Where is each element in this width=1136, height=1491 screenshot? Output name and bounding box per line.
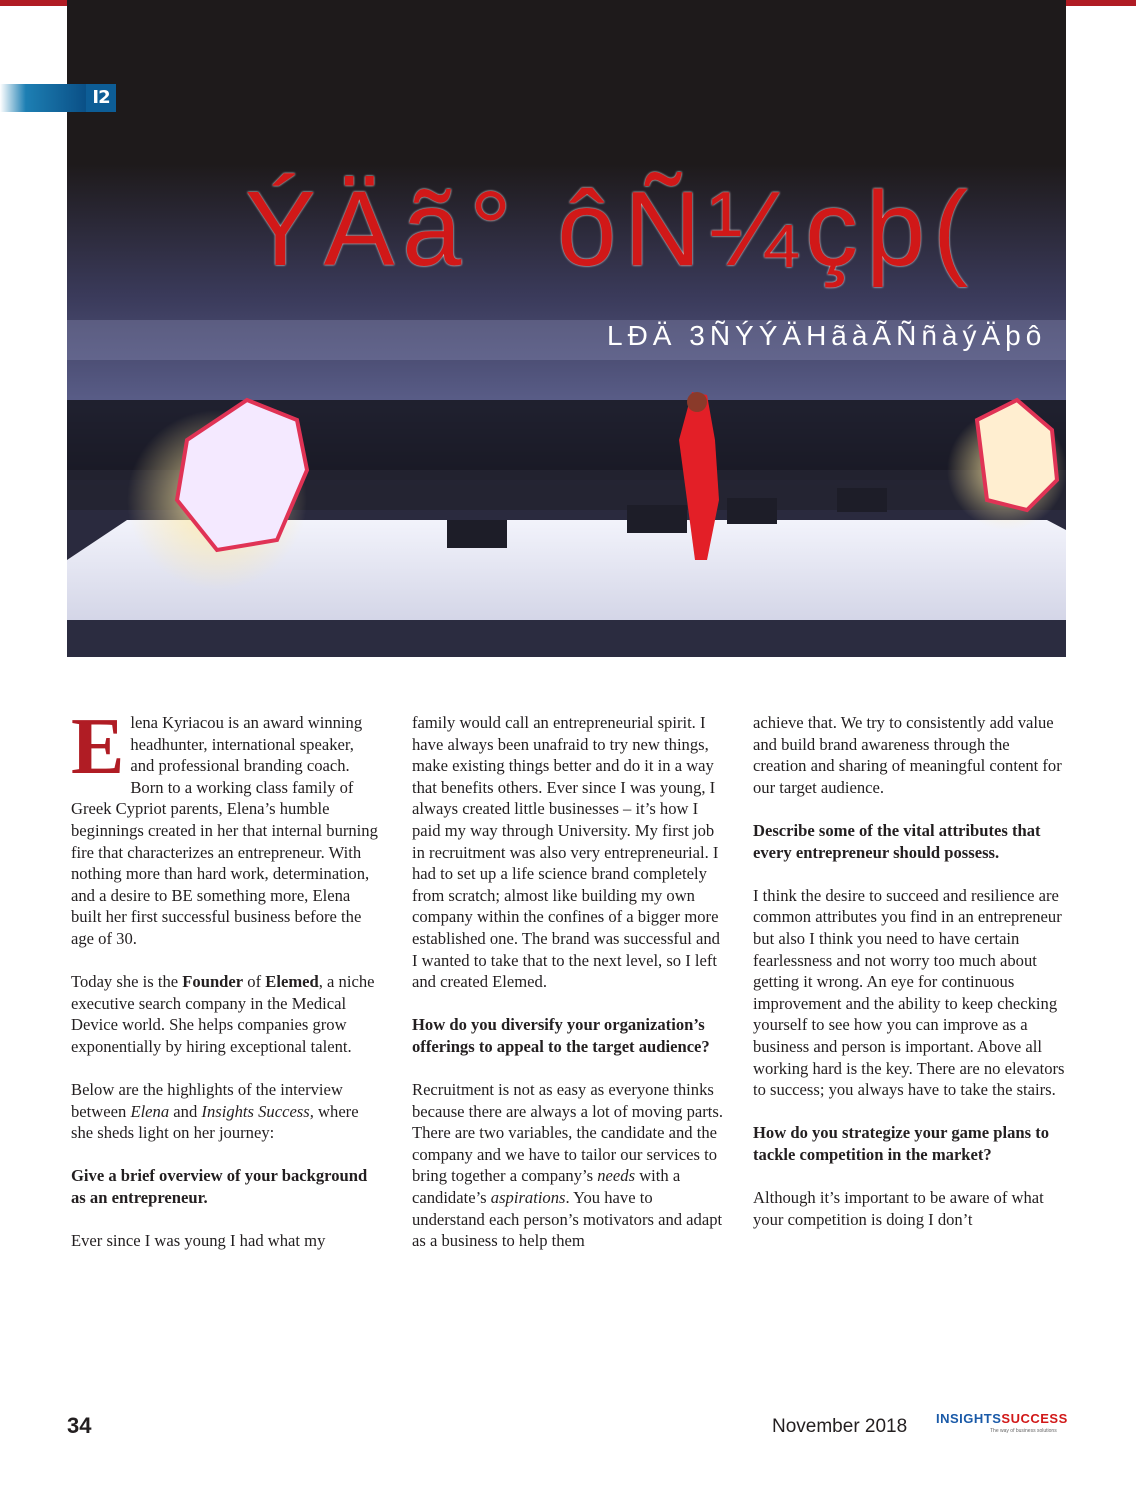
founder-paragraph	[71, 971, 381, 1057]
drop-cap: E	[71, 703, 125, 791]
text-run: Today she is the	[71, 972, 183, 992]
text-run: Recruitment is not as easy as everyone thinks because there are always a lot of moving parts. There are two variables, the candidate and the company and we have to tailor our services to bring together a company’s	[412, 1080, 724, 1186]
bold-elemed: Elemed	[265, 972, 319, 992]
intro-text: lena Kyriacou is an award winning headhunter, international speaker, and professional branding coach. Born to a working class family of Greek Cypriot parents, Elena’s humble beginnings created in her that internal burning fire that characterizes an entrepreneur. With nothing more than hard work, determination, and a desire to BE something more, Elena built her first successful business before the age of 30.	[71, 713, 378, 948]
italic-aspirations: aspirations	[490, 1188, 566, 1208]
italic-insights-success: Insights Success,	[201, 1101, 314, 1121]
answer-2	[412, 1079, 724, 1252]
brand-logo-part-1: INSIGHTS	[936, 1411, 1002, 1426]
question-2: How do you diversify your organization’s offerings to appeal to the target audience?	[412, 1015, 710, 1056]
brand-logo-part-2: SUCCESS	[1001, 1411, 1068, 1426]
text-run: where she sheds light on her journey:	[71, 1101, 359, 1143]
top-left-red-bar	[0, 0, 67, 6]
hero-title: ÝÄã° ôÑ¼çþ(	[245, 170, 977, 288]
text-run: . You have to understand each person’s motivators and adapt as a business to help them	[412, 1188, 723, 1251]
text-run: , a niche executive search company in the Medical Device world. She helps companies grow exponentially by hiring exceptional talent.	[71, 972, 375, 1056]
answer-1-continued: family would call an entrepreneurial spirit. I have always been unafraid to try new things, make existing things better and do it in a way that benefits others. Ever since I was young, I always created little businesses – it’s how I paid my way through University. My first job in recruitment was also very entrepreneurial. I had to set up a life science brand completely from scratch; almost like building my own company within the confines of a bigger more established one. The brand was successful and I wanted to take that to the next level, so I left and created Elemed.	[412, 713, 720, 992]
page-number: 34	[67, 1413, 92, 1438]
answer-3: I think the desire to succeed and resilience are common attributes you find in an entrepreneur but also I think you need to have certain fearlessness and not worry too much about getting it wrong. An eye for continuous improvement and the ability to keep checking yourself to see how you can improve as a business and person is important. Above all working hard is the key. There are no elevators to success; you always have to take the stairs.	[753, 885, 1065, 1100]
section-badge-logo: I2	[86, 84, 116, 112]
text-run: with a candidate’s	[412, 1166, 681, 1208]
top-right-red-bar	[1066, 0, 1136, 6]
highlights-paragraph	[71, 1079, 381, 1144]
italic-elena: Elena	[130, 1101, 170, 1121]
text-run: of	[243, 972, 266, 992]
article-column-3	[753, 712, 1065, 1252]
answer-2-continued: achieve that. We try to consistently add value and build brand awareness through the creation and sharing of meaningful content for our target audience.	[753, 713, 1062, 797]
hero-photo	[67, 0, 1066, 657]
issue-date: November 2018	[772, 1416, 908, 1437]
hero-subtitle: LÐÄ 3ÑÝÝÄHãàÃÑñàýÄþô	[607, 320, 1047, 351]
section-badge-strip	[0, 84, 86, 112]
text-run: Below are the highlights of the interview between	[71, 1080, 343, 1121]
brand-logo	[936, 1411, 1068, 1426]
question-4: How do you strategize your game plans to tackle competition in the market?	[753, 1123, 1050, 1164]
answer-1-start: Ever since I was young I had what my	[71, 1231, 326, 1251]
italic-needs: needs	[597, 1166, 636, 1186]
article-column-2	[412, 712, 724, 1273]
answer-4-start: Although it’s important to be aware of what your competition is doing I don’t	[753, 1188, 1044, 1229]
bold-founder: Founder	[182, 972, 244, 992]
article-column-1	[71, 703, 381, 1273]
brand-tagline: The way of business solutions	[990, 1428, 1057, 1434]
question-1: Give a brief overview of your background as an entrepreneur.	[71, 1166, 368, 1208]
intro-paragraph	[71, 703, 381, 950]
text-run: and	[169, 1101, 202, 1121]
question-3: Describe some of the vital attributes that every entrepreneur should possess.	[753, 820, 1041, 862]
